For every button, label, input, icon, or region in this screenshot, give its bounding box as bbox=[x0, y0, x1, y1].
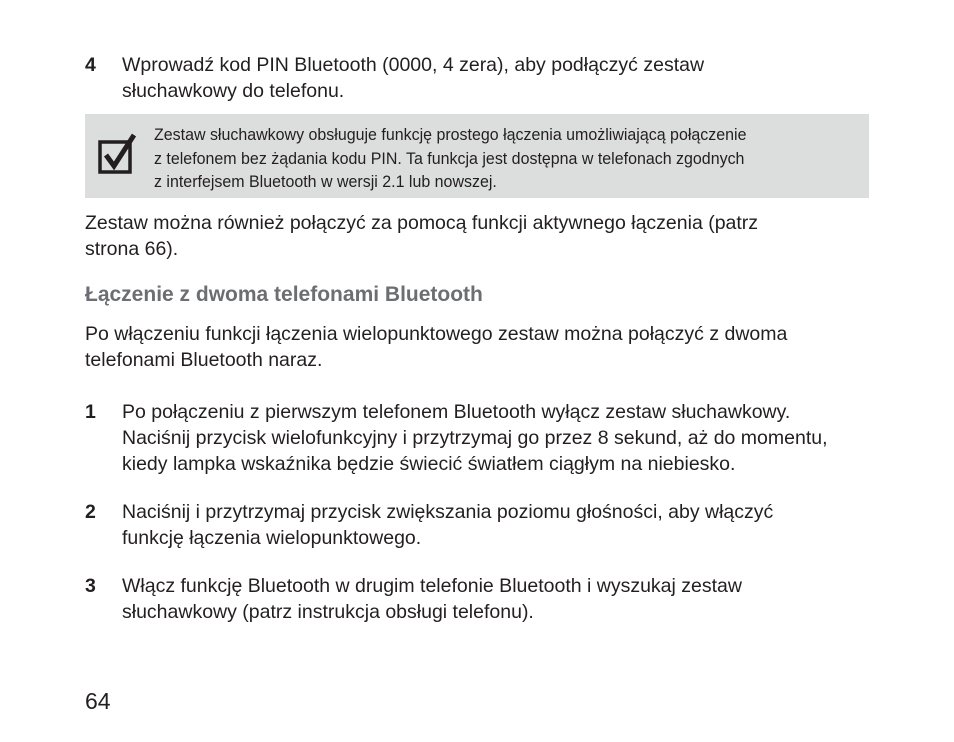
note-box bbox=[85, 114, 869, 198]
note-text bbox=[154, 123, 746, 194]
checkbox-check-icon bbox=[98, 133, 138, 177]
step-number: 3 bbox=[85, 575, 96, 597]
multipoint-step-2 bbox=[85, 499, 875, 551]
step-text-line: kiedy lampka wskaźnika będzie świecić światłem ciągłym na niebiesko. bbox=[122, 453, 736, 475]
paragraph-line: strona 66). bbox=[85, 238, 179, 260]
step-number: 2 bbox=[85, 501, 96, 523]
multipoint-step-3 bbox=[85, 573, 875, 625]
pin-step bbox=[85, 52, 875, 104]
paragraph-line: telefonami Bluetooth naraz. bbox=[85, 349, 323, 371]
note-line: Zestaw słuchawkowy obsługuje funkcję prostego łączenia umożliwiającą połączenie bbox=[154, 125, 747, 144]
step-text-line: funkcję łączenia wielopunktowego. bbox=[122, 527, 422, 549]
section-intro-paragraph bbox=[85, 321, 787, 373]
page-number: 64 bbox=[85, 688, 111, 714]
step-text-line: Włącz funkcję Bluetooth w drugim telefonie Bluetooth i wyszukaj zestaw bbox=[122, 575, 742, 597]
note-line: z interfejsem Bluetooth w wersji 2.1 lub nowszej. bbox=[154, 172, 497, 191]
paragraph-line: Zestaw można również połączyć za pomocą funkcji aktywnego łączenia (patrz bbox=[85, 212, 759, 234]
step-text-line: słuchawkowy (patrz instrukcja obsługi telefonu). bbox=[122, 601, 534, 623]
step-number: 1 bbox=[85, 401, 96, 423]
step-text-line: Naciśnij i przytrzymaj przycisk zwiększania poziomu głośności, aby włączyć bbox=[122, 501, 774, 523]
active-pairing-paragraph bbox=[85, 210, 758, 262]
step-text bbox=[122, 52, 875, 104]
step-text-line: Po połączeniu z pierwszym telefonem Bluetooth wyłącz zestaw słuchawkowy. bbox=[122, 401, 791, 423]
step-text-line: Naciśnij przycisk wielofunkcyjny i przytrzymaj go przez 8 sekund, aż do momentu, bbox=[122, 427, 828, 449]
step-text bbox=[122, 499, 875, 551]
section-heading: Łączenie z dwoma telefonami Bluetooth bbox=[85, 283, 483, 306]
step-text-line: słuchawkowy do telefonu. bbox=[122, 80, 345, 102]
step-text bbox=[122, 399, 875, 477]
multipoint-step-1 bbox=[85, 399, 875, 477]
paragraph-line: Po włączeniu funkcji łączenia wielopunktowego zestaw można połączyć z dwoma bbox=[85, 323, 788, 345]
step-text-line: Wprowadź kod PIN Bluetooth (0000, 4 zera), aby podłączyć zestaw bbox=[122, 54, 705, 76]
step-text bbox=[122, 573, 875, 625]
note-line: z telefonem bez żądania kodu PIN. Ta funkcja jest dostępna w telefonach zgodnych bbox=[154, 148, 745, 168]
step-number: 4 bbox=[85, 54, 96, 76]
